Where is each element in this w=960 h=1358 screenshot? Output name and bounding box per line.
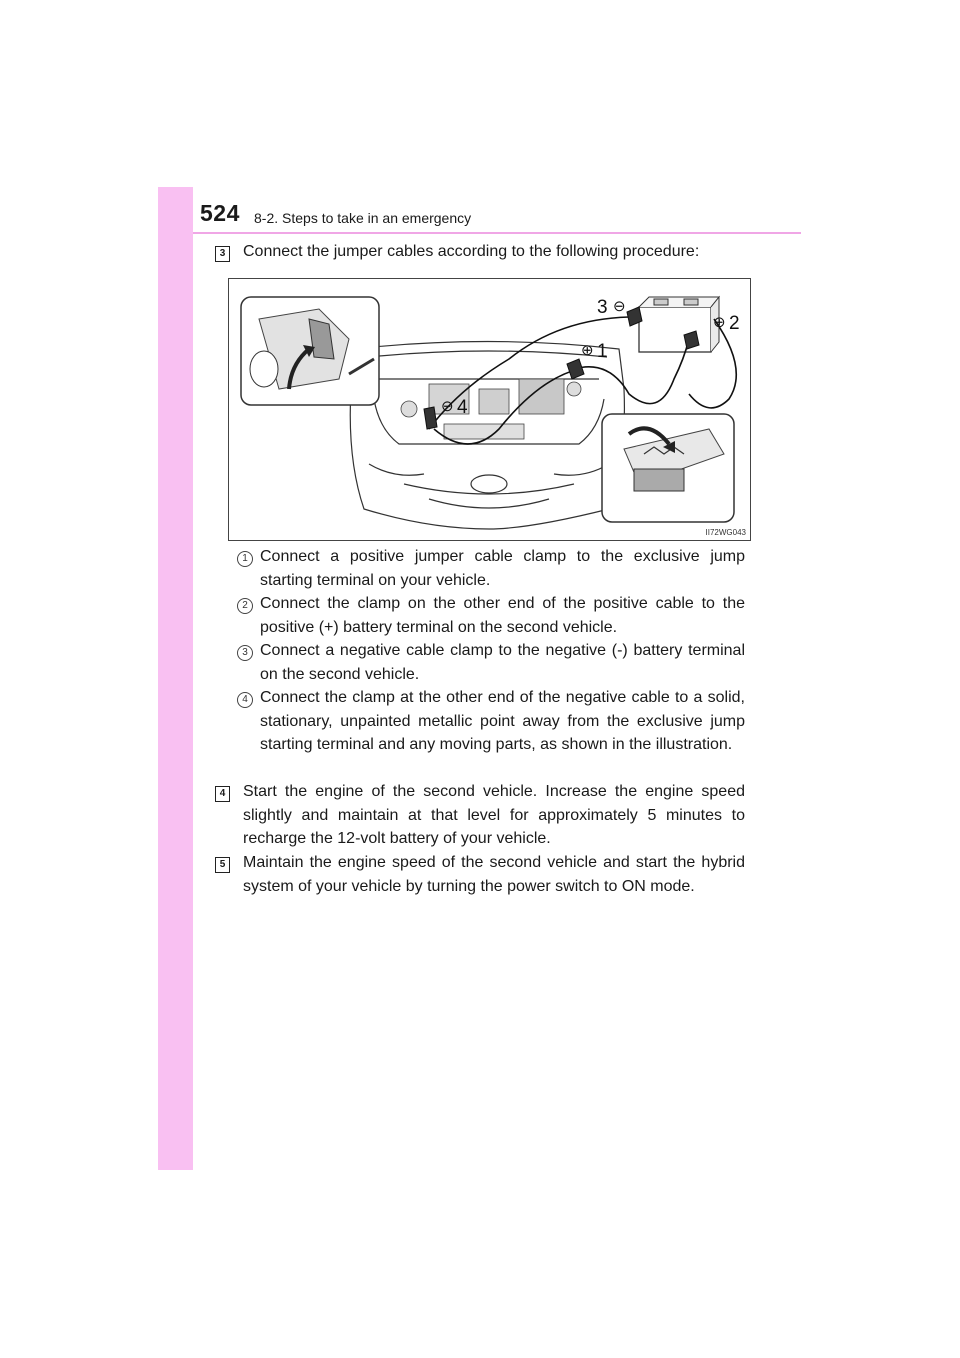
svg-text:⊕: ⊕ <box>713 314 726 331</box>
substep-number-2: 2 <box>237 598 253 614</box>
substep-1-text: Connect a positive jumper cable clamp to the exclusive jump starting terminal on your vehicle. <box>260 548 745 589</box>
page-number: 524 <box>200 200 240 226</box>
step-number-5: 5 <box>215 857 230 873</box>
svg-text:⊖: ⊖ <box>613 298 626 315</box>
step-number-3: 3 <box>215 246 230 262</box>
step-3-text: Connect the jumper cables according to the following procedure: <box>243 243 700 260</box>
section-title: 8-2. Steps to take in an emergency <box>254 210 472 226</box>
figure-code: II72WG043 <box>705 528 746 537</box>
step-5-text: Maintain the engine speed of the second vehicle and start the hybrid system of your vehicle by turning the power switch to ON mode. <box>243 854 745 895</box>
illustration-drawing <box>229 279 750 540</box>
substep-number-1: 1 <box>237 551 253 567</box>
substep-number-3: 3 <box>237 645 253 661</box>
substep-number-4: 4 <box>237 692 253 708</box>
substep-3-text: Connect a negative cable clamp to the negative (-) battery terminal on the second vehicle. <box>260 642 745 683</box>
step-number-4: 4 <box>215 786 230 802</box>
svg-text:⊕: ⊕ <box>581 342 594 359</box>
svg-text:2: 2 <box>729 313 740 334</box>
substep-4-text: Connect the clamp at the other end of the negative cable to a solid, stationary, unpainted metallic point away from the exclusive jump starting terminal and any moving parts, as shown in the illustration. <box>260 689 745 753</box>
svg-text:⊖: ⊖ <box>441 398 454 415</box>
svg-text:4: 4 <box>457 397 468 418</box>
side-color-band <box>158 187 193 1170</box>
svg-text:3: 3 <box>597 297 608 318</box>
svg-text:1: 1 <box>597 341 608 362</box>
jump-start-illustration <box>228 278 751 541</box>
header-rule <box>193 232 801 234</box>
step-4-text: Start the engine of the second vehicle. Increase the engine speed slightly and maintain at that level for approximately 5 minutes to recharge the 12-volt battery of your vehicle. <box>243 783 745 847</box>
substep-2-text: Connect the clamp on the other end of the positive cable to the positive (+) battery terminal on the second vehicle. <box>260 595 745 636</box>
